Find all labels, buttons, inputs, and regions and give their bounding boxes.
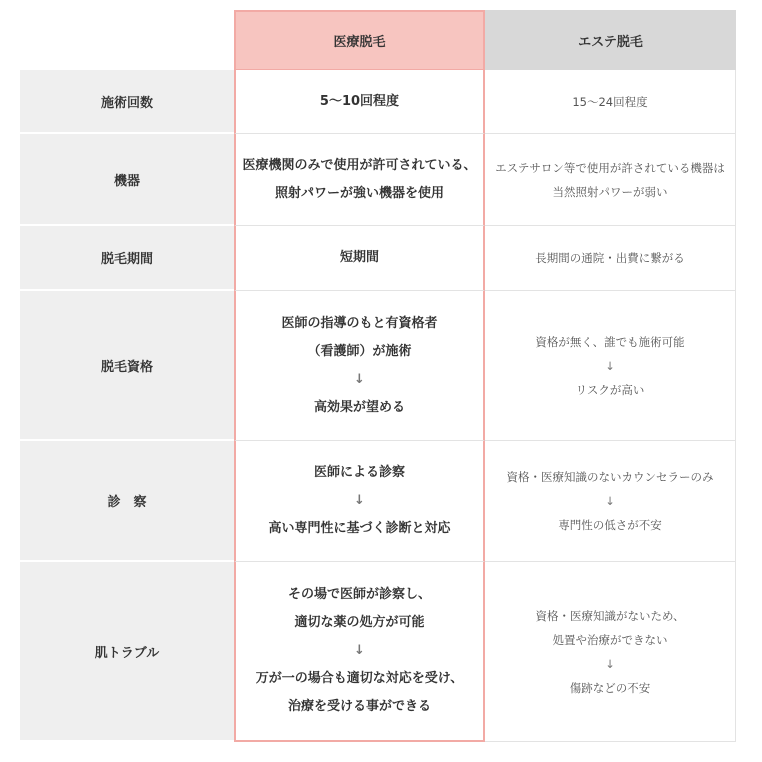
medical-cell: 5～10回程度 (234, 70, 485, 134)
medical-cell: その場で医師が診察し、 適切な薬の処方が可能 ↓ 万が一の場合も適切な対応を受け、 治療を受ける事ができる (234, 562, 485, 742)
table-row (20, 291, 736, 441)
header-empty-cell (20, 10, 234, 70)
row-label: 診 察 (20, 441, 234, 562)
table-row (20, 70, 736, 134)
table-row (20, 441, 736, 562)
este-cell: 資格・医療知識のないカウンセラーのみ ↓ 専門性の低さが不安 (485, 441, 736, 562)
header-medical: 医療脱毛 (234, 10, 485, 70)
row-label: 脱毛期間 (20, 226, 234, 291)
medical-cell: 医療機関のみで使用が許可されている、 照射パワーが強い機器を使用 (234, 134, 485, 226)
row-label: 施術回数 (20, 70, 234, 134)
row-label: 脱毛資格 (20, 291, 234, 441)
table-row (20, 226, 736, 291)
este-cell: エステサロン等で使用が許されている機器は 当然照射パワーが弱い (485, 134, 736, 226)
down-arrow-icon: ↓ (605, 494, 615, 508)
row-label: 肌トラブル (20, 562, 234, 742)
row-label: 機器 (20, 134, 234, 226)
este-cell: 15～24回程度 (485, 70, 736, 134)
down-arrow-icon: ↓ (354, 493, 365, 508)
table-row (20, 134, 736, 226)
down-arrow-icon: ↓ (354, 371, 365, 387)
header-este: エステ脱毛 (485, 10, 736, 70)
este-cell: 資格・医療知識がないため、 処置や治療ができない ↓ 傷跡などの不安 (485, 562, 736, 742)
comparison-table (20, 10, 736, 742)
este-cell: 長期間の通院・出費に繋がる (485, 226, 736, 291)
medical-cell: 短期間 (234, 226, 485, 291)
down-arrow-icon: ↓ (605, 656, 615, 671)
este-cell: 資格が無く、誰でも施術可能 ↓ リスクが高い (485, 291, 736, 441)
table-header-row (20, 10, 736, 70)
down-arrow-icon: ↓ (354, 643, 365, 658)
medical-cell: 医師による診察 ↓ 高い専門性に基づく診断と対応 (234, 441, 485, 562)
table-row (20, 562, 736, 742)
medical-cell: 医師の指導のもと有資格者 （看護師）が施術 ↓ 高効果が望める (234, 291, 485, 441)
down-arrow-icon: ↓ (605, 358, 615, 373)
